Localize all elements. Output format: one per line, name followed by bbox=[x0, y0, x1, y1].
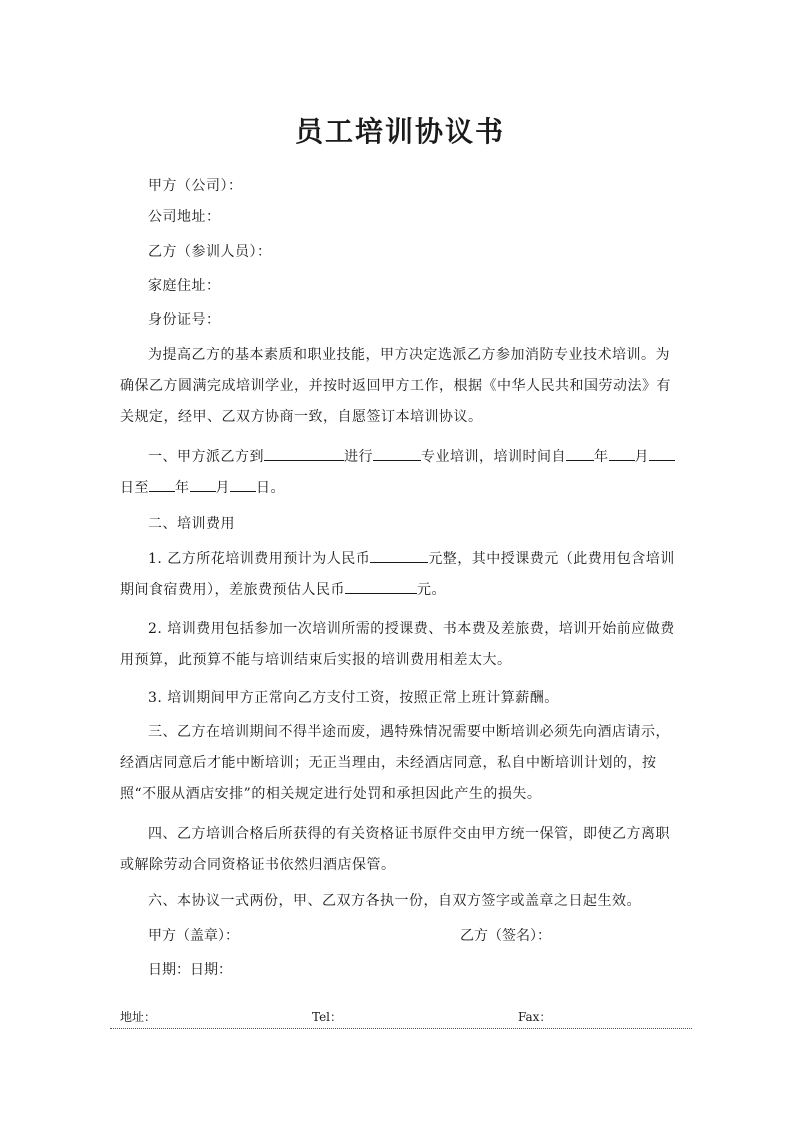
party-b-field: 乙方（参训人员）： bbox=[148, 244, 272, 260]
home-address-field: 家庭住址： bbox=[148, 278, 221, 294]
clause-2-1-text-3: 元。 bbox=[417, 582, 446, 598]
signature-row bbox=[148, 921, 688, 952]
training-specialty-blank[interactable] bbox=[373, 442, 421, 461]
clause-1-text-2: 进行 bbox=[344, 449, 373, 465]
party-a-seal-label: 甲方（盖章）： bbox=[148, 928, 239, 944]
intro-paragraph: 为提高乙方的基本素质和职业技能，甲方决定选派乙方参加消防专业技术培训。为确保乙方圆满完成培训学业，并按时返回甲方工作，根据《中华人民共和国劳动法》有关规定，经甲、乙双方协商一致，自愿签订本培训协议。 bbox=[120, 347, 671, 425]
footer-tel: Tel： bbox=[312, 1010, 343, 1024]
clause-4-paragraph: 四、乙方培训合格后所获得的有关资格证书原件交由甲方统一保管，即使乙方离职或解除劳动合同资格证书依然归酒店保管。 bbox=[120, 826, 670, 873]
party-a-field: 甲方（公司）： bbox=[148, 178, 243, 194]
party-b-sign-label: 乙方（签名）： bbox=[460, 928, 551, 944]
training-fee-blank[interactable] bbox=[370, 544, 428, 563]
clause-6-paragraph: 六、本协议一式两份，甲、乙双方各执一份，自双方签字或盖章之日起生效。 bbox=[148, 893, 641, 909]
start-day-blank[interactable] bbox=[649, 442, 675, 461]
training-location-blank[interactable] bbox=[264, 442, 344, 461]
end-day-blank[interactable] bbox=[230, 473, 256, 492]
clause-2-3-paragraph: 3. 培训期间甲方正常向乙方支付工资，按照正常上班计算薪酬。 bbox=[148, 690, 559, 706]
travel-fee-blank[interactable] bbox=[345, 575, 417, 594]
clause-2-2-paragraph: 2. 培训费用包括参加一次培训所需的授课费、书本费及差旅费，培训开始前应做费用预算，此预算不能与培训结束后实报的培训费用相差太大。 bbox=[120, 621, 675, 668]
start-year-blank[interactable] bbox=[566, 442, 594, 461]
end-year-blank[interactable] bbox=[149, 473, 175, 492]
clause-1-text-7: 年 bbox=[175, 480, 190, 496]
clause-3-paragraph: 三、乙方在培训期间不得半途而废，遇特殊情况需要中断培训必须先向酒店请示，经酒店同意后才能中断培训；无正当理由，未经酒店同意，私自中断培训计划的，按照“不服从酒店安排”的相关规定进行处罚和承担因此产生的损失。 bbox=[120, 724, 670, 802]
end-month-blank[interactable] bbox=[190, 473, 216, 492]
clause-2-1-text-2: 元整，其中授课费元（此费用包含培训期间食宿费用），差旅费预估人民币 bbox=[120, 551, 675, 598]
company-address-field: 公司地址： bbox=[148, 209, 221, 225]
footer-fax: Fax： bbox=[518, 1010, 552, 1024]
clause-1-text-5: 月 bbox=[634, 449, 649, 465]
start-month-blank[interactable] bbox=[609, 442, 635, 461]
document-title: 员工培训协议书 bbox=[294, 115, 505, 148]
clause-1-text-4: 年 bbox=[594, 449, 609, 465]
clause-1-text-9: 日。 bbox=[256, 480, 285, 496]
footer-divider bbox=[110, 1028, 692, 1029]
clause-2-heading: 二、培训费用 bbox=[148, 516, 235, 532]
date-row bbox=[148, 955, 688, 986]
clause-1-text-3: 专业培训，培训时间自 bbox=[421, 449, 566, 465]
clause-1-paragraph bbox=[120, 442, 682, 504]
date-label: 日期：日期： bbox=[148, 962, 232, 978]
clause-1-text-6: 日至 bbox=[120, 480, 149, 496]
clause-1-text-1: 一、甲方派乙方到 bbox=[148, 449, 264, 465]
page-footer bbox=[120, 1004, 692, 1028]
clause-2-1-paragraph bbox=[120, 544, 682, 606]
footer-address: 地址： bbox=[120, 1010, 157, 1024]
clause-1-text-8: 月 bbox=[215, 480, 230, 496]
clause-2-1-text-1: 1. 乙方所花培训费用预计为人民币 bbox=[148, 551, 371, 567]
id-number-field: 身份证号： bbox=[148, 312, 221, 328]
